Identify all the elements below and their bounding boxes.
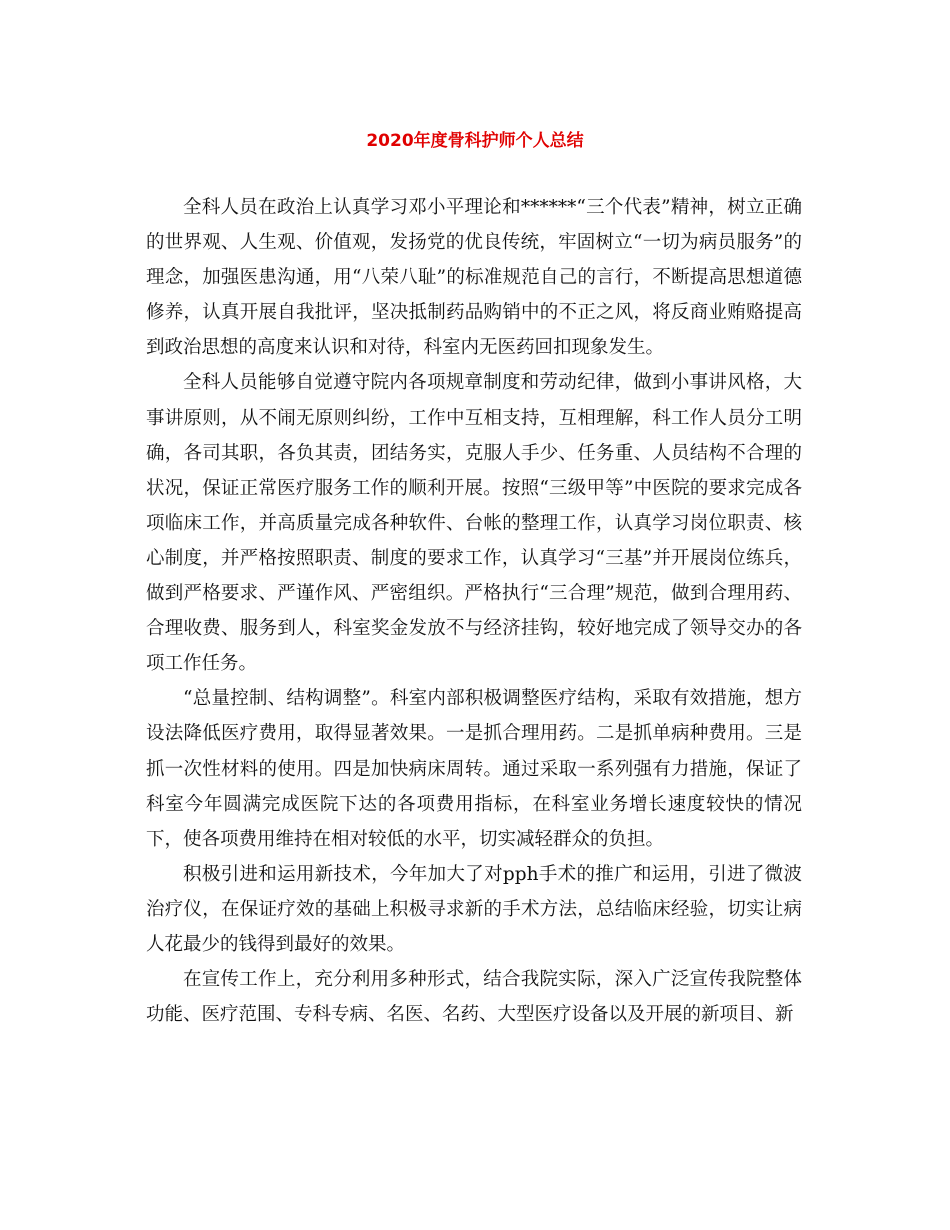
paragraph: 在宣传工作上，充分利用多种形式，结合我院实际，深入广泛宣传我院整体功能、医疗范围、专科专病、名医、名药、大型医疗设备以及开展的新项目、新 (146, 969, 802, 1026)
paragraph: 全科人员在政治上认真学习邓小平理论和******“三个代表”精神，树立正确的世界观、人生观、价值观，发扬党的优良传统，牢固树立“一切为病员服务”的理念，加强医患沟通，用“八荣八耻”的标准规范自己的言行，不断提高思想道德修养，认真开展自我批评，坚决抵制药品购销中的不正之风，将反商业贿赂提高到政治思想的高度来认识和对待，科室内无医药回扣现象发生。 (146, 197, 802, 359)
paragraph: 积极引进和运用新技术，今年加大了对pph手术的推广和运用，引进了微波治疗仪，在保证疗效的基础上积极寻求新的手术方法，总结临床经验，切实让病人花最少的钱得到最好的效果。 (146, 863, 802, 955)
paragraph: 全科人员能够自觉遵守院内各项规章制度和劳动纪律，做到小事讲风格，大事讲原则，从不闹无原则纠纷，工作中互相支持，互相理解，科工作人员分工明确，各司其职，各负其责，团结务实，克服人手少、任务重、人员结构不合理的状况，保证正常医疗服务工作的顺利开展。按照“三级甲等”中医院的要求完成各项临床工作，并高质量完成各种软件、台帐的整理工作，认真学习岗位职责、核心制度，并严格按照职责、制度的要求工作，认真学习“三基”并开展岗位练兵，做到严格要求、严谨作风、严密组织。严格执行“三合理”规范，做到合理用药、合理收费、服务到人，科室奖金发放不与经济挂钩，较好地完成了领导交办的各项工作任务。 (146, 372, 802, 675)
paragraph: “总量控制、结构调整”。科室内部积极调整医疗结构，采取有效措施，想方设法降低医疗费用，取得显著效果。一是抓合理用药。二是抓单病种费用。三是抓一次性材料的使用。四是加快病床周转。通过采取一系列强有力措施，保证了科室今年圆满完成医院下达的各项费用指标，在科室业务增长速度较快的情况下，使各项费用维持在相对较低的水平，切实减轻群众的负担。 (146, 688, 802, 850)
document-title: 2020年度骨科护师个人总结 (366, 131, 584, 151)
document-body (146, 190, 802, 1032)
